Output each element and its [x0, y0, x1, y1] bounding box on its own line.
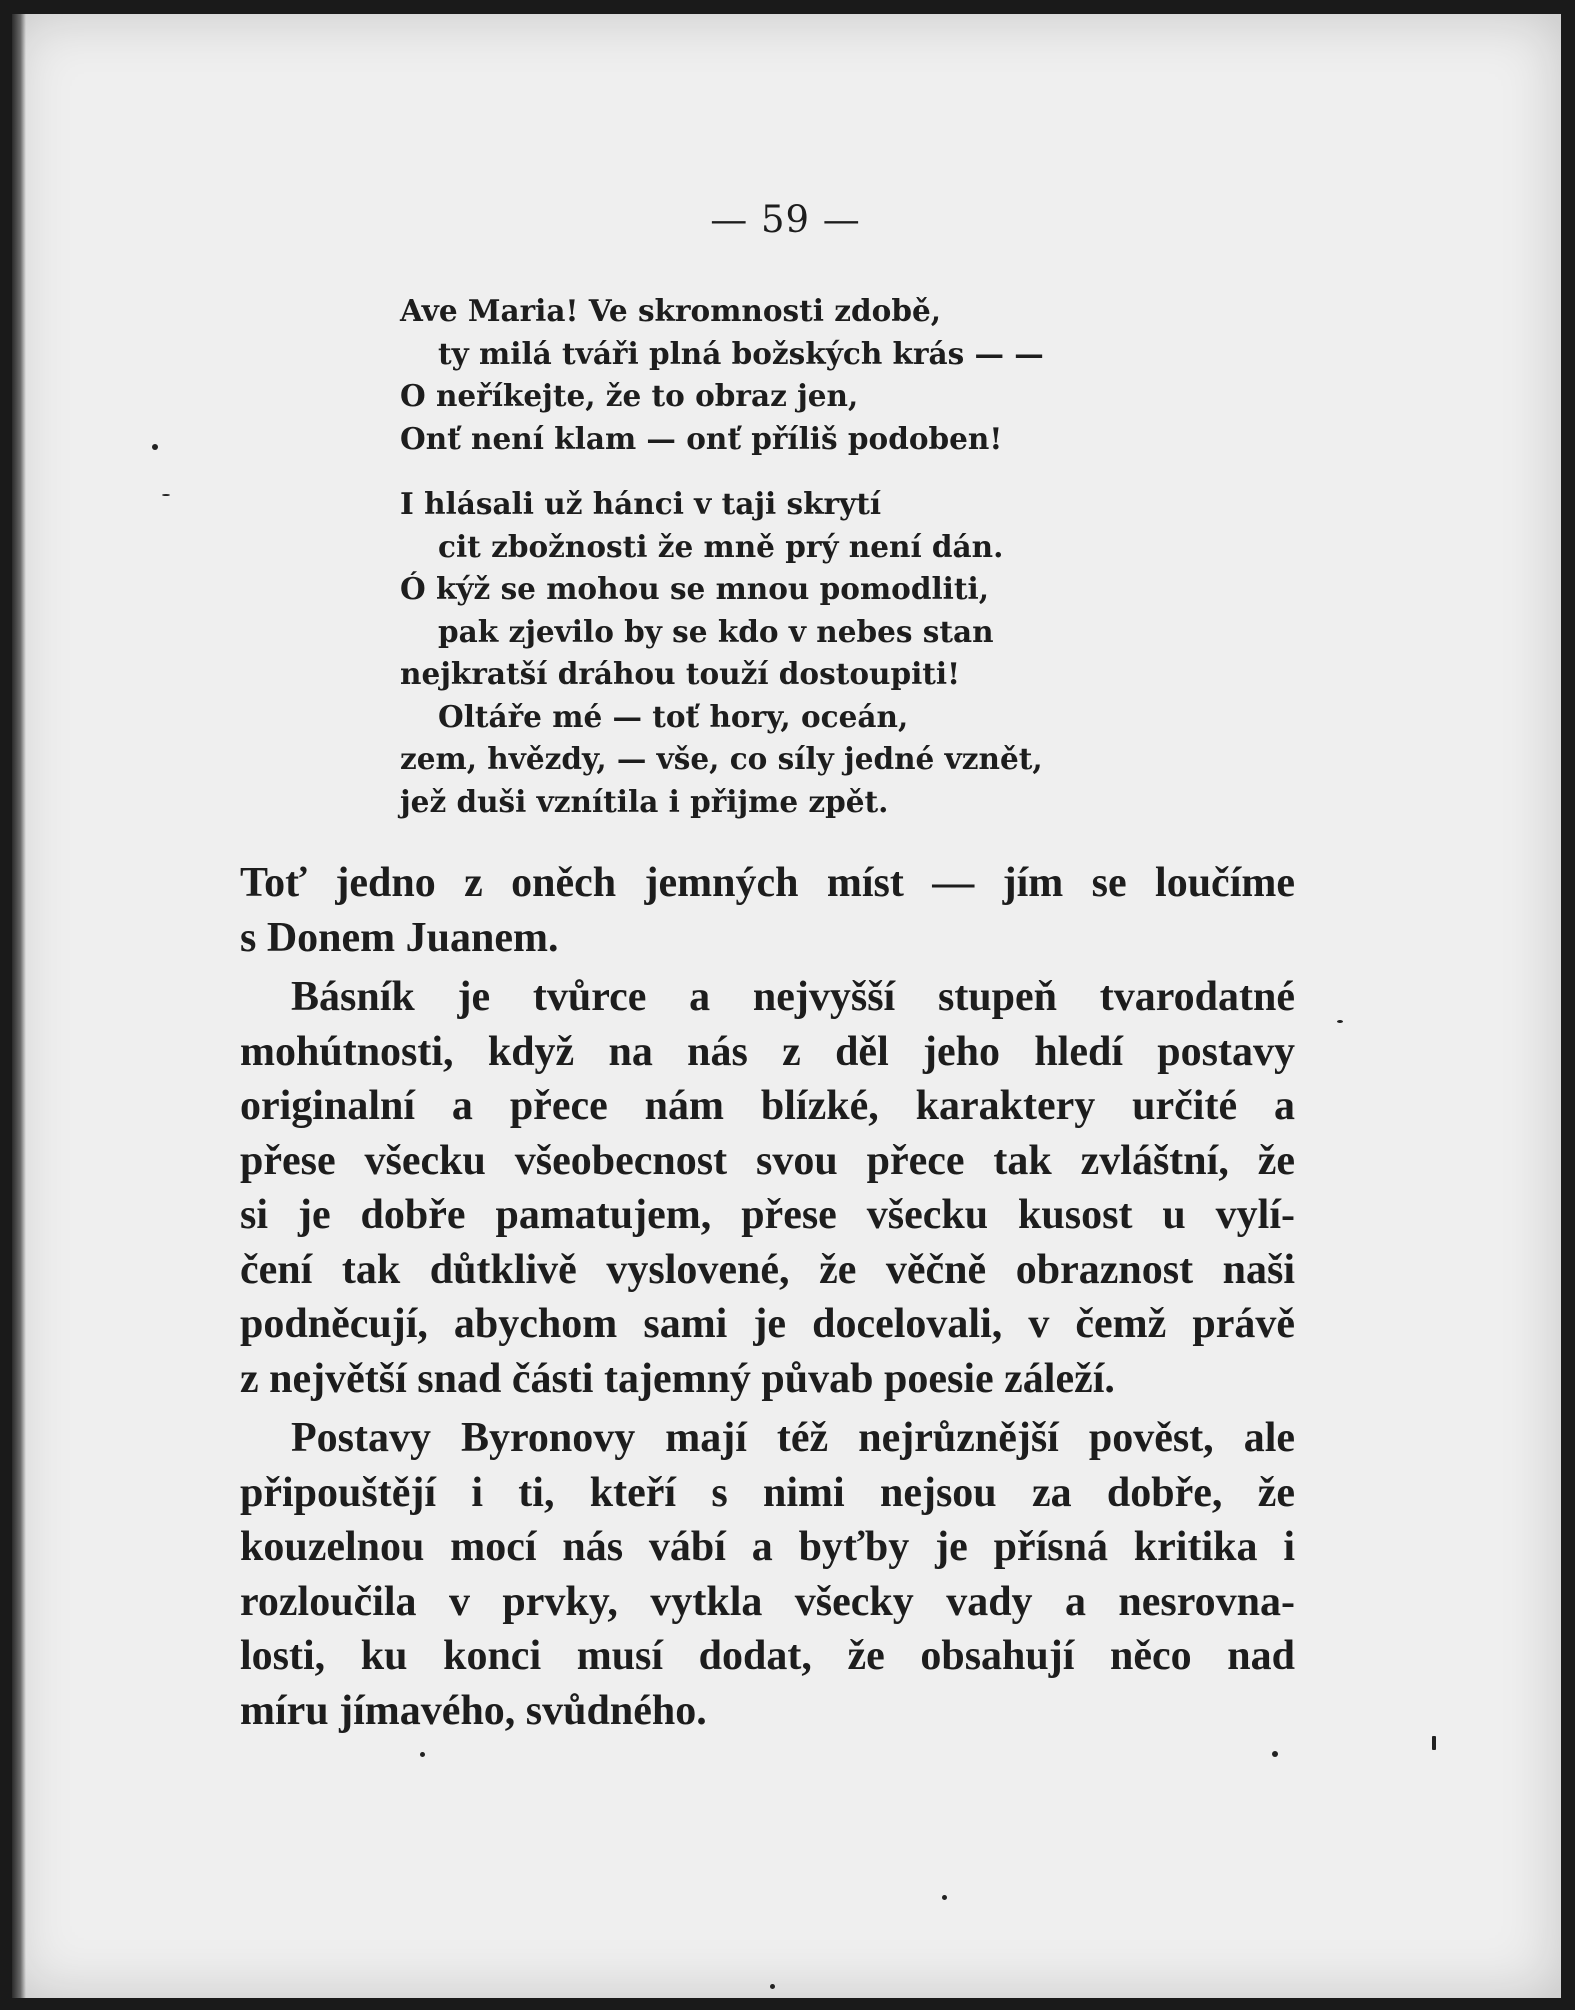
print-speck	[1337, 1020, 1343, 1023]
prose-line: připouštějí i ti, kteří s nimi nejsou za dobře, že	[240, 1469, 1295, 1516]
prose-line: přese všecku všeobecnost svou přece tak zvláštní, že	[240, 1137, 1295, 1184]
prose-paragraph	[240, 856, 1295, 965]
prose-paragraph	[240, 1411, 1295, 1738]
verse-block	[400, 290, 1044, 846]
verse-line: nejkratší dráhou touží dostoupiti!	[400, 656, 961, 691]
prose-line: s Donem Juanem.	[240, 914, 559, 961]
print-speck	[1272, 1751, 1278, 1757]
print-speck	[770, 1984, 775, 1989]
prose-line: losti, ku konci musí dodat, že obsahují něco nad	[240, 1633, 1295, 1679]
verse-stanza	[400, 483, 1044, 823]
verse-line: pak zjevilo by se kdo v nebes stan	[438, 613, 994, 649]
verse-line: ty milá tváři plná božských krás — —	[438, 335, 1044, 371]
print-speck	[1432, 1736, 1436, 1750]
print-speck	[420, 1752, 425, 1757]
book-page	[12, 14, 1561, 1998]
page-number: — 59 —	[710, 198, 861, 241]
prose-paragraph	[240, 970, 1295, 1406]
verse-line: jež duši vznítila i přijme zpět.	[400, 783, 889, 819]
verse-stanza	[400, 290, 1044, 460]
prose-line: míru jímavého, svůdného.	[240, 1687, 707, 1734]
prose-line: podněcují, abychom sami je docelovali, v čemž právě	[240, 1301, 1295, 1347]
verse-line: cit zbožnosti že mně prý není dán.	[438, 528, 1004, 564]
prose-line: kouzelnou mocí nás vábí a byťby je přísná kritika i	[240, 1524, 1295, 1570]
verse-line: Ó kýž se mohou se mnou pomodliti,	[400, 571, 989, 606]
verse-line: Oltáře mé — toť hory, oceán,	[438, 698, 909, 734]
prose-line: originalní a přece nám blízké, karaktery určité a	[240, 1083, 1295, 1129]
page-edge-shadow	[12, 14, 26, 1998]
verse-line: zem, hvězdy, — vše, co síly jedné vznět,	[400, 741, 1043, 776]
print-speck	[152, 444, 158, 450]
print-speck	[942, 1895, 947, 1900]
prose-block	[240, 856, 1295, 1743]
verse-line: O neříkejte, že to obraz jen,	[400, 378, 859, 413]
verse-line: I hlásali už hánci v taji skrytí	[400, 486, 882, 521]
prose-line: z největší snad části tajemný půvab poesie záleží.	[240, 1355, 1115, 1402]
prose-line: si je dobře pamatujem, přese všecku kusost u vylí-	[240, 1192, 1295, 1238]
prose-line: Postavy Byronovy mají též nejrůznější pověst, ale	[291, 1415, 1295, 1461]
prose-line: Básník je tvůrce a nejvyšší stupeň tvarodatné	[291, 974, 1295, 1020]
print-speck	[162, 494, 170, 496]
verse-line: Ave Maria! Ve skromnosti zdobě,	[400, 293, 941, 328]
verse-line: Onť není klam — onť příliš podoben!	[400, 420, 1003, 456]
prose-line: mohútnosti, když na nás z děl jeho hledí postavy	[240, 1028, 1295, 1075]
prose-line: čení tak důtklivě vyslovené, že věčně obraznost naši	[240, 1246, 1295, 1293]
prose-line: rozloučila v prvky, vytkla všecky vady a nesrovna-	[240, 1578, 1295, 1625]
prose-line: Toť jedno z oněch jemných míst — jím se loučíme	[240, 860, 1295, 906]
